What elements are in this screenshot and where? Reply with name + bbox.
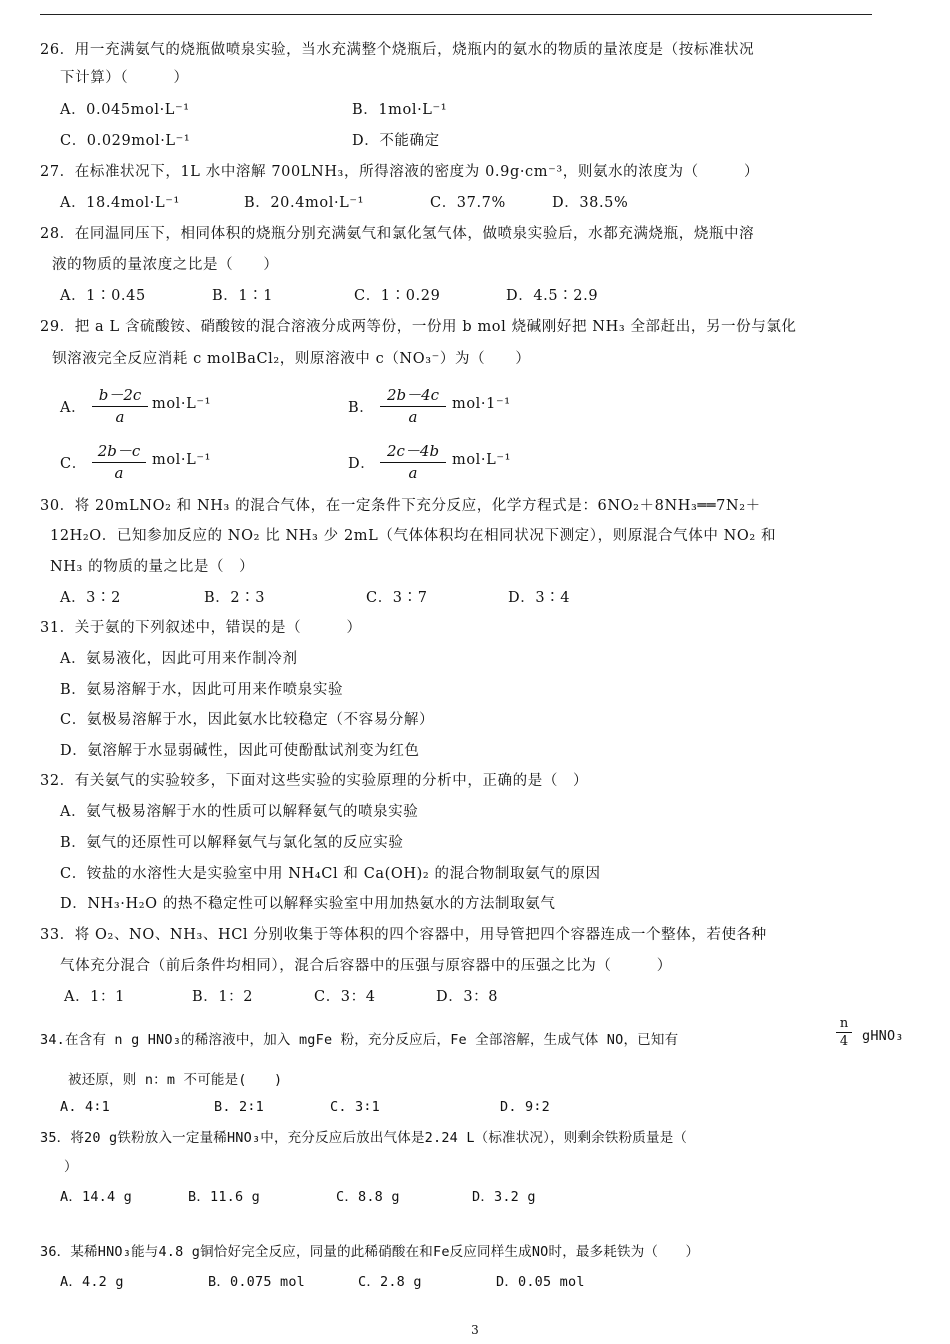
q27-option-d: D．38.5% xyxy=(552,195,629,211)
q29-option-b-unit: mol·1⁻¹ xyxy=(452,396,511,412)
q28-option-c: C．1∶0.29 xyxy=(354,288,441,304)
q26-option-c: C．0.029mol·L⁻¹ xyxy=(60,133,191,149)
q34-fraction-numerator: n xyxy=(836,1016,852,1033)
q29-stem-line2: 钡溶液完全反应消耗 c molBaCl₂，则原溶液中 c（NO₃⁻）为（ ） xyxy=(52,351,531,367)
q35-option-c: C．8.8 g xyxy=(336,1189,400,1205)
q35-option-d: D．3.2 g xyxy=(472,1189,536,1205)
q34-option-c: C. 3∶1 xyxy=(330,1099,380,1115)
q34-option-d: D. 9∶2 xyxy=(500,1099,550,1115)
q26-option-a: A．0.045mol·L⁻¹ xyxy=(60,102,190,118)
q29-option-d-denominator: a xyxy=(408,464,418,482)
q26-option-b: B．1mol·L⁻¹ xyxy=(352,102,448,118)
top-rule xyxy=(40,14,872,15)
q34-option-a: A. 4∶1 xyxy=(60,1099,110,1115)
q29-option-b-denominator: a xyxy=(408,408,418,426)
q33-option-d: D．3：8 xyxy=(436,989,499,1005)
q31-option-d: D．氨溶解于水显弱碱性，因此可使酚酞试剂变为红色 xyxy=(60,743,420,759)
q27-option-c: C．37.7% xyxy=(430,195,506,211)
q33-stem-line2: 气体充分混合（前后条件均相同），混合后容器中的压强与原容器中的压强之比为（ ） xyxy=(60,958,672,974)
q36-option-b: B．0.075 mol xyxy=(208,1274,305,1290)
q27-option-a: A．18.4mol·L⁻¹ xyxy=(60,195,180,211)
q35-stem-line2: ） xyxy=(64,1159,78,1175)
q28-option-d: D．4.5∶2.9 xyxy=(506,288,599,304)
q29-option-b-fraction xyxy=(380,384,446,426)
q31-option-c: C．氨极易溶解于水，因此氨水比较稳定（不容易分解） xyxy=(60,712,435,728)
q26-stem-line2: 下计算）（ ） xyxy=(60,70,189,86)
q29-option-d-label: D． xyxy=(348,456,376,472)
q34-fraction-denominator: 4 xyxy=(839,1034,849,1049)
q32-option-a: A．氨气极易溶解于水的性质可以解释氨气的喷泉实验 xyxy=(60,804,419,820)
q32-option-c: C．铵盐的水溶性大是实验室中用 NH₄Cl 和 Ca(OH)₂ 的混合物制取氨气的原因 xyxy=(60,866,601,882)
q29-option-c-label: C． xyxy=(60,456,87,472)
q31-option-a: A．氨易液化，因此可用来作制冷剂 xyxy=(60,651,298,667)
q35-stem-line1: 35．将20 g铁粉放入一定量稀HNO₃中，充分反应后放出气体是2.24 L（标准状况），则剩余铁粉质量是（ xyxy=(40,1130,688,1146)
q33-option-c: C．3：4 xyxy=(314,989,376,1005)
page-number: 3 xyxy=(471,1323,479,1337)
q26-option-d: D．不能确定 xyxy=(352,133,440,149)
q26-stem-line1: 26．用一充满氨气的烧瓶做喷泉实验，当水充满整个烧瓶后，烧瓶内的氨水的物质的量浓度是（按标准状况 xyxy=(40,42,755,58)
q29-option-d-fraction xyxy=(380,440,446,482)
q32-option-d: D．NH₃·H₂O 的热不稳定性可以解释实验室中用加热氨水的方法制取氨气 xyxy=(60,896,556,912)
q30-option-b: B．2∶3 xyxy=(204,590,266,606)
q35-option-b: B．11.6 g xyxy=(188,1189,260,1205)
q33-option-a: A．1：1 xyxy=(64,989,125,1005)
q35-option-a: A．14.4 g xyxy=(60,1189,132,1205)
q32-option-b: B．氨气的还原性可以解释氨气与氯化氢的反应实验 xyxy=(60,835,404,851)
q36-option-d: D．0.05 mol xyxy=(496,1274,585,1290)
q31-option-b: B．氨易溶解于水，因此可用来作喷泉实验 xyxy=(60,682,344,698)
q29-option-c-numerator: 2b－c xyxy=(92,440,146,463)
q29-option-a-denominator: a xyxy=(115,408,125,426)
q33-stem-line1: 33．将 O₂、NO、NH₃、HCl 分别收集于等体积的四个容器中，用导管把四个容器连成一个整体，若使各种 xyxy=(40,927,767,943)
q30-stem-line1: 30．将 20mLNO₂ 和 NH₃ 的混合气体，在一定条件下充分反应，化学方程式是：6NO₂＋8NH₃══7N₂＋ xyxy=(40,498,761,514)
q31-stem: 31．关于氨的下列叙述中，错误的是（ ） xyxy=(40,620,362,636)
q28-option-b: B．1∶1 xyxy=(212,288,274,304)
q36-option-c: C．2.8 g xyxy=(358,1274,422,1290)
q30-option-c: C．3∶7 xyxy=(366,590,428,606)
q29-option-c-denominator: a xyxy=(114,464,124,482)
q34-stem-line1: 34.在含有 n g HNO₃的稀溶液中，加入 mgFe 粉，充分反应后，Fe 全部溶解，生成气体 NO，已知有 xyxy=(40,1032,679,1048)
q29-option-a-unit: mol·L⁻¹ xyxy=(152,396,212,412)
q34-option-b: B. 2∶1 xyxy=(214,1099,264,1115)
q36-stem: 36．某稀HNO₃能与4.8 g铜恰好完全反应，同量的此稀硝酸在和Fe反应同样生成NO时，最多耗铁为（ ） xyxy=(40,1244,700,1260)
q30-stem-line2: 12H₂O．已知参加反应的 NO₂ 比 NH₃ 少 2mL（气体体积均在相同状况下测定），则原混合气体中 NO₂ 和 xyxy=(50,528,777,544)
q29-option-a-fraction xyxy=(92,384,148,426)
q29-option-b-numerator: 2b－4c xyxy=(380,384,446,407)
q29-option-b-label: B． xyxy=(348,400,375,416)
q29-option-a-label: A． xyxy=(60,400,87,416)
q29-option-c-fraction xyxy=(92,440,146,482)
q27-stem: 27．在标准状况下，1L 水中溶解 700LNH₃，所得溶液的密度为 0.9g·cm⁻³，则氨水的浓度为（ ） xyxy=(40,164,760,180)
q29-stem-line1: 29．把 a L 含硫酸铵、硝酸铵的混合溶液分成两等份，一份用 b mol 烧碱刚好把 NH₃ 全部赶出，另一份与氯化 xyxy=(40,319,797,335)
q32-stem: 32．有关氨气的实验较多，下面对这些实验的实验原理的分析中，正确的是（ ） xyxy=(40,773,589,789)
q28-option-a: A．1∶0.45 xyxy=(60,288,146,304)
q27-option-b: B．20.4mol·L⁻¹ xyxy=(244,195,365,211)
q34-stem-line1-tail: gHNO₃ xyxy=(862,1028,904,1044)
q30-stem-line3: NH₃ 的物质的量之比是（ ） xyxy=(50,559,255,575)
q29-option-a-numerator: b－2c xyxy=(92,384,148,407)
q29-option-d-unit: mol·L⁻¹ xyxy=(452,452,512,468)
q36-option-a: A．4.2 g xyxy=(60,1274,124,1290)
q29-option-c-unit: mol·L⁻¹ xyxy=(152,452,212,468)
q33-option-b: B．1：2 xyxy=(192,989,254,1005)
q30-option-d: D．3∶4 xyxy=(508,590,571,606)
q34-stem-line2: 被还原，则 n：m 不可能是( ) xyxy=(68,1072,283,1088)
q28-stem-line1: 28．在同温同压下，相同体积的烧瓶分别充满氨气和氯化氢气体，做喷泉实验后，水都充满烧瓶，烧瓶中溶 xyxy=(40,226,755,242)
q28-stem-line2: 液的物质的量浓度之比是（ ） xyxy=(52,257,279,273)
q29-option-d-numerator: 2c－4b xyxy=(380,440,446,463)
q34-fraction xyxy=(836,1016,852,1049)
q30-option-a: A．3∶2 xyxy=(60,590,121,606)
